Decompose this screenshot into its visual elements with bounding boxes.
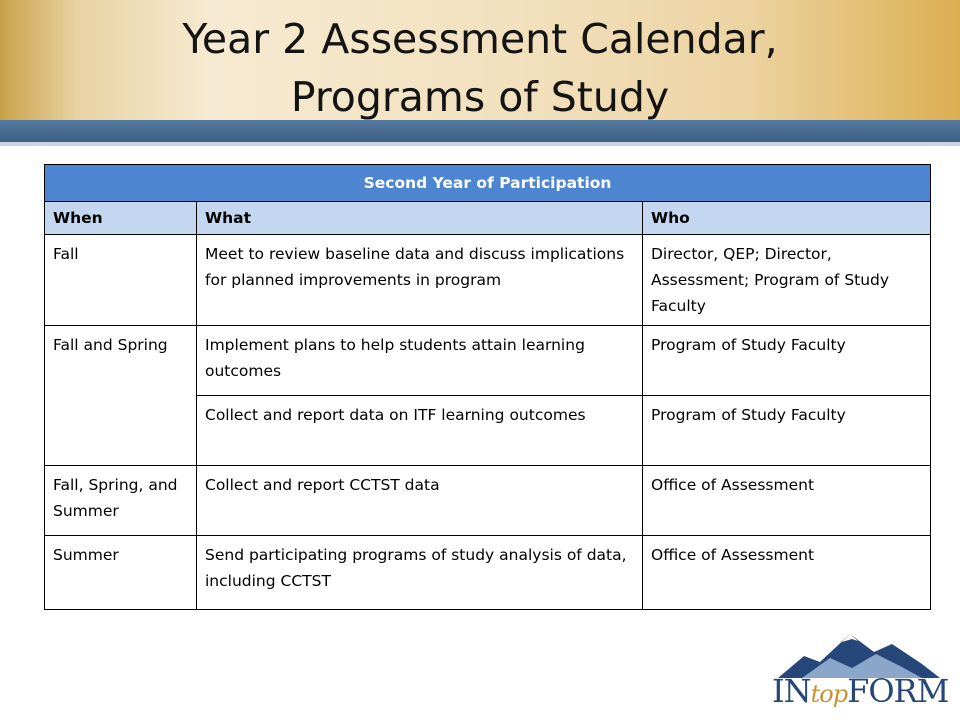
table-header-row xyxy=(45,202,931,235)
column-header-who: Who xyxy=(643,202,931,235)
logo-text-in: IN xyxy=(772,672,811,710)
column-header-what: What xyxy=(197,202,643,235)
table-row xyxy=(45,326,931,396)
intopform-logo xyxy=(772,628,949,712)
mountain-icon xyxy=(772,628,944,678)
assessment-calendar-table xyxy=(44,164,931,610)
title-rule-lip xyxy=(0,142,960,146)
cell-who: Program of Study Faculty xyxy=(643,326,931,396)
cell-when: Summer xyxy=(45,536,197,610)
slide-title-line-2: Programs of Study xyxy=(290,73,670,121)
cell-what: Collect and report CCTST data xyxy=(197,466,643,536)
logo-text-form: FORM xyxy=(847,672,949,710)
cell-who: Director, QEP; Director, Assessment; Program of Study Faculty xyxy=(643,235,931,326)
cell-who: Program of Study Faculty xyxy=(643,396,931,466)
logo-wordmark xyxy=(772,672,949,713)
slide-title-line-1: Year 2 Assessment Calendar, xyxy=(182,15,778,63)
cell-what: Meet to review baseline data and discuss implications for planned improvements in program xyxy=(197,235,643,326)
logo-text-top: top xyxy=(810,680,848,708)
table-row xyxy=(45,536,931,610)
cell-who: Office of Assessment xyxy=(643,536,931,610)
cell-what: Collect and report data on ITF learning outcomes xyxy=(197,396,643,466)
table-banner: Second Year of Participation xyxy=(45,165,931,202)
column-header-when: When xyxy=(45,202,197,235)
cell-what: Send participating programs of study analysis of data, including CCTST xyxy=(197,536,643,610)
cell-who: Office of Assessment xyxy=(643,466,931,536)
cell-when: Fall, Spring, and Summer xyxy=(45,466,197,536)
slide-title xyxy=(40,10,920,126)
cell-what: Implement plans to help students attain learning outcomes xyxy=(197,326,643,396)
table-row xyxy=(45,466,931,536)
table-row xyxy=(45,235,931,326)
table-banner-row xyxy=(45,165,931,202)
cell-when: Fall and Spring xyxy=(45,326,197,466)
cell-when: Fall xyxy=(45,235,197,326)
